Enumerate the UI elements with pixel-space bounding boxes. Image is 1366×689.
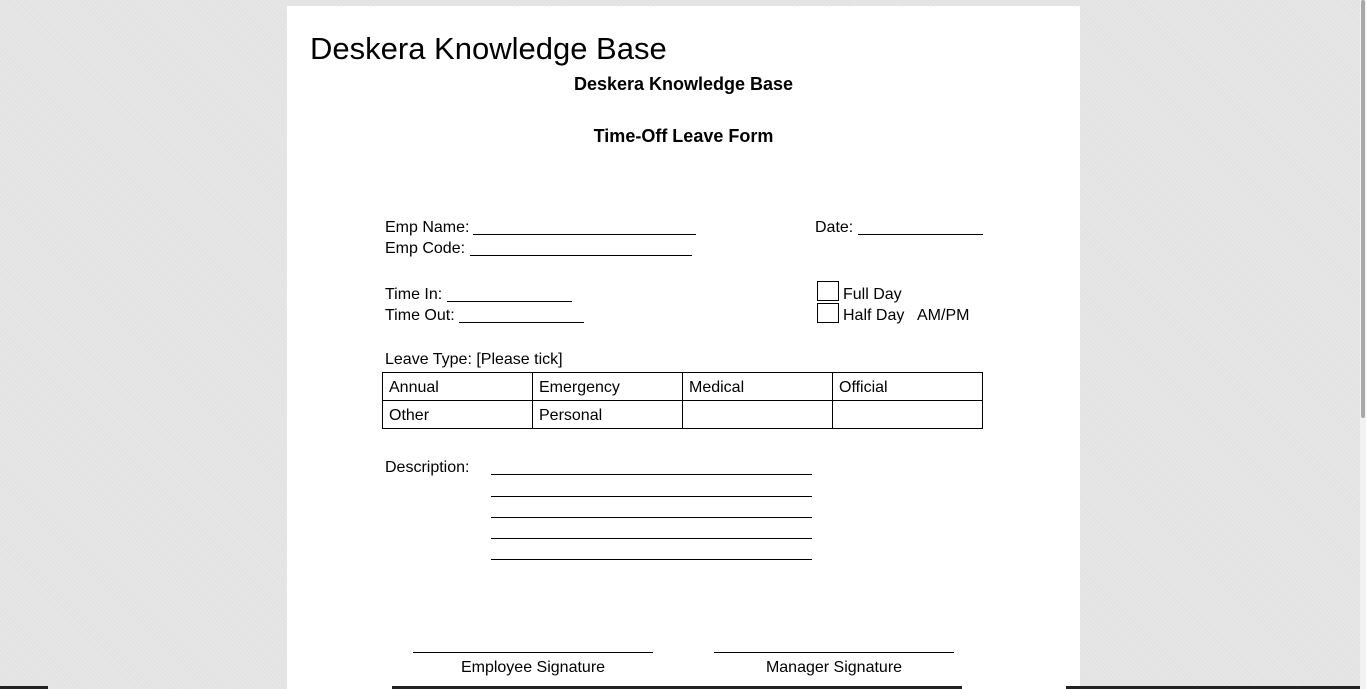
date-line [858,234,983,235]
leave-type-label: Leave Type: [Please tick] [385,351,563,368]
table-row [383,401,983,429]
time-out-label: Time Out: [385,307,455,324]
vertical-scrollbar[interactable] [1360,0,1366,689]
scrollbar-thumb[interactable] [1361,0,1365,418]
leave-type-cell[interactable]: Annual [383,373,533,401]
document-header: Deskera Knowledge Base [573,74,794,94]
description-line [491,538,812,539]
manager-signature-label: Manager Signature [765,659,903,676]
description-line [491,496,812,497]
description-line [491,559,812,560]
emp-name-label: Emp Name: [385,219,470,236]
half-day-label: Half Day [843,307,905,324]
leave-type-table [382,372,983,429]
leave-type-cell[interactable]: Other [383,401,533,429]
full-day-checkbox[interactable] [817,281,839,301]
half-day-checkbox[interactable] [817,303,839,323]
leave-type-cell[interactable]: Official [833,373,983,401]
leave-type-cell[interactable] [833,401,983,429]
employee-signature-label: Employee Signature [460,659,606,676]
leave-type-cell[interactable] [683,401,833,429]
emp-code-label: Emp Code: [385,240,466,257]
leave-type-cell[interactable]: Emergency [533,373,683,401]
emp-name-line [473,234,696,235]
emp-code-line [470,255,692,256]
am-pm-label: AM/PM [917,307,970,324]
date-label: Date: [815,219,854,236]
employee-signature-line [413,652,653,653]
time-in-line [447,301,572,302]
table-row [383,373,983,401]
full-day-label: Full Day [843,286,902,303]
leave-type-cell[interactable]: Medical [683,373,833,401]
description-label: Description: [385,459,470,476]
manager-signature-line [714,652,954,653]
leave-type-cell[interactable]: Personal [533,401,683,429]
time-out-line [459,322,584,323]
description-line [491,474,812,475]
form-title: Time-Off Leave Form [593,126,774,146]
site-title: Deskera Knowledge Base [310,31,667,66]
document-page [287,6,1080,689]
time-in-label: Time In: [385,286,443,303]
description-line [491,517,812,518]
